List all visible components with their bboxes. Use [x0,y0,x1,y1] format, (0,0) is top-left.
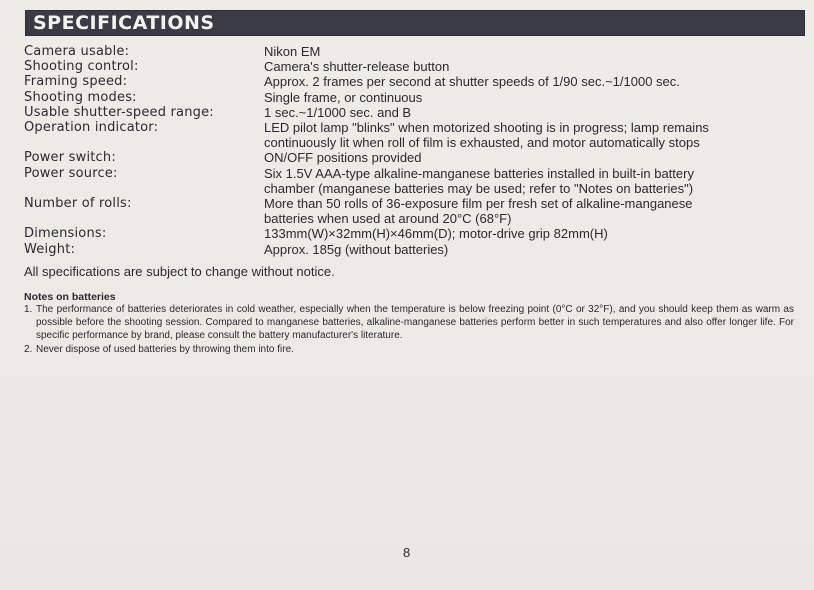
list-item [24,343,794,356]
spec-label: Operation indicator: [24,120,159,136]
spec-label: Shooting control: [24,59,139,75]
page-number: 8 [403,545,411,560]
spec-label: Dimensions: [24,226,107,242]
section-title: SPECIFICATIONS [33,12,215,34]
notes-heading: Notes on batteries [24,291,116,303]
spec-value: ON/OFF positions provided [264,150,422,166]
spec-row-operation-indicator [24,120,794,150]
spec-value: Approx. 185g (without batteries) [264,241,449,257]
spec-row-shutter-speed-range [24,105,794,120]
spec-row-number-of-rolls [24,196,794,226]
spec-row-power-source [24,166,794,196]
note-text: Never dispose of used batteries by throwing them into fire. [36,343,294,355]
spec-value: Camera's shutter-release button [264,59,450,75]
spec-label: Camera usable: [24,44,130,59]
spec-label: Number of rolls: [24,196,132,212]
specifications-disclaimer: All specifications are subject to change without notice. [24,264,335,279]
notes-list [24,303,794,356]
spec-row-power-switch [24,150,794,165]
spec-label: Usable shutter-speed range: [24,104,214,120]
specifications-table [24,44,794,257]
spec-value: Nikon EM [264,44,321,59]
spec-label: Shooting modes: [24,89,137,105]
spec-value: Single frame, or continuous [264,89,423,105]
spec-row-weight [24,242,794,257]
spec-row-shooting-modes [24,90,794,105]
spec-value: 1 sec.~1/1000 sec. and B [264,104,412,120]
spec-label: Power switch: [24,150,116,166]
spec-value: 133mm(W)×32mm(H)×46mm(D); motor-drive grip 82mm(H) [264,226,608,242]
note-text: The performance of batteries deteriorates in cold weather, especially when the temperature is below freezing point (0°C or 32°F), and you should keep them as warm as possible before the shooting session. Compared to manganese batteries, alkaline-manganese batteries perform better in such temperatures and also offer longer life. For specific performance by brand, please consult the battery manufacturer's literature. [36,304,794,342]
spec-label: Power source: [24,165,118,181]
list-item [24,303,794,343]
note-number: 1. [24,304,33,315]
spec-label: Weight: [24,241,76,257]
spec-value: Approx. 2 frames per second at shutter speeds of 1/90 sec.~1/1000 sec. [264,74,680,90]
spec-value: More than 50 rolls of 36-exposure film per fresh set of alkaline-manganese batteries when used at around 20°C (68°F) [264,196,693,227]
spec-value: Six 1.5V AAA-type alkaline-manganese batteries installed in built-in battery chamber (manganese batteries may be used; refer to "Notes on batteries") [264,165,694,196]
section-title-bar [25,10,805,36]
note-number: 2. [24,343,33,355]
spec-row-shooting-control [24,59,794,74]
spec-row-dimensions [24,226,794,241]
spec-value: LED pilot lamp "blinks" when motorized shooting is in progress; lamp remains continuously lit when roll of film is exhausted, and motor automatically stops [264,120,709,151]
spec-label: Framing speed: [24,74,128,90]
spec-row-framing-speed [24,74,794,89]
spec-row-camera-usable [24,44,794,59]
